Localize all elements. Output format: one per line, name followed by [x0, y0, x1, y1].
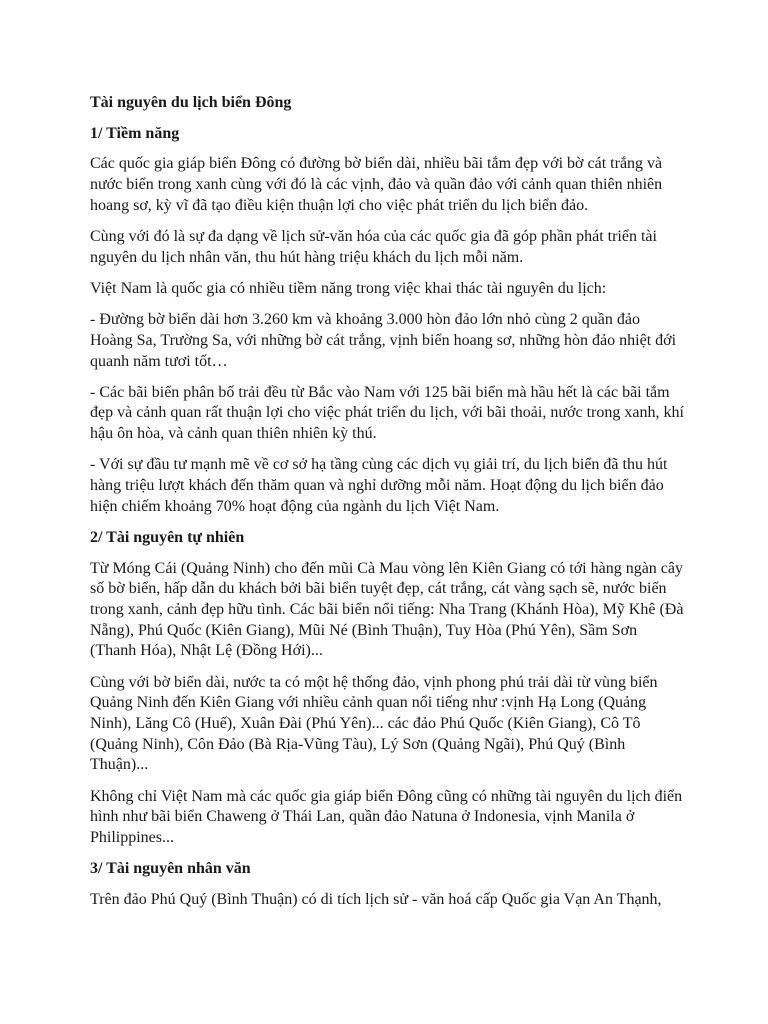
paragraph: Từ Móng Cái (Quảng Ninh) cho đến mũi Cà Mau vòng lên Kiên Giang có tới hàng ngàn cây số bờ biển, hấp dẫn du khách bởi bãi biển tuyệt đẹp, cát trắng, cát vàng sạch sẽ, nước biển trong xanh, cảnh đẹp hữu tình. Các bãi biển nổi tiếng: Nha Trang (Khánh Hòa), Mỹ Khê (Đà Nẵng), Phú Quốc (Kiên Giang), Mũi Né (Bình Thuận), Tuy Hòa (Phú Yên), Sầm Sơn (Thanh Hóa), Nhật Lệ (Đồng Hới)... [90, 559, 684, 660]
section-heading-cultural-resources: 3/ Tài nguyên nhân văn [90, 860, 251, 878]
paragraph: Trên đảo Phú Quý (Bình Thuận) có di tích lịch sử - văn hoá cấp Quốc gia Vạn An Thạnh, [90, 891, 662, 908]
paragraph: Các quốc gia giáp biển Đông có đường bờ biển dài, nhiều bãi tắm đẹp với bờ cát trắng và nước biển trong xanh cùng với đó là các vịnh, đảo và quần đảo với cảnh quan thiên nhiên hoang sơ, kỳ vĩ đã tạo điều kiện thuận lợi cho việc phát triển du lịch biển đảo. [90, 155, 663, 214]
section-heading-potential: 1/ Tiềm năng [90, 124, 180, 142]
list-item: - Các bãi biển phân bố trải đều từ Bắc vào Nam với 125 bãi biển mà hầu hết là các bãi tắm đẹp và cảnh quan rất thuận lợi cho việc phát triển du lịch, với bãi thoải, nước trong xanh, khí hậu ôn hòa, và cảnh quan thiên nhiên kỳ thú. [90, 383, 684, 443]
paragraph: Cùng với bờ biển dài, nước ta có một hệ thống đảo, vịnh phong phú trải dài từ vùng biển Quảng Ninh đến Kiên Giang với nhiều cảnh quan nổi tiếng như :vịnh Hạ Long (Quảng Ninh), Lăng Cô (Huế), Xuân Đài (Phú Yên)... các đảo Phú Quốc (Kiên Giang), Cô Tô (Quảng Ninh), Côn Đảo (Bà Rịa-Vũng Tàu), Lý Sơn (Quảng Ngãi), Phú Quý (Bình Thuận)... [90, 673, 658, 774]
paragraph: Không chỉ Việt Nam mà các quốc gia giáp biển Đông cũng có những tài nguyên du lịch điển hình như bãi biển Chaweng ở Thái Lan, quần đảo Natuna ở Indonesia, vịnh Manila ở Philippines... [90, 787, 683, 847]
document-title: Tài nguyên du lịch biển Đông [90, 94, 292, 111]
paragraph: Cùng với đó là sự đa dạng về lịch sử-văn hóa của các quốc gia đã góp phần phát triển tài nguyên du lịch nhân văn, thu hút hàng triệu khách du lịch mỗi năm. [90, 228, 657, 266]
list-item: - Đường bờ biển dài hơn 3.260 km và khoảng 3.000 hòn đảo lớn nhỏ cùng 2 quần đảo Hoàng Sa, Trường Sa, với những bờ cát trắng, vịnh biển hoang sơ, những hòn đảo nhiệt đới quanh năm tươi tốt… [90, 311, 677, 370]
paragraph: Việt Nam là quốc gia có nhiều tiềm năng trong việc khai thác tài nguyên du lịch: [90, 279, 607, 297]
section-heading-natural-resources: 2/ Tài nguyên tự nhiên [90, 528, 245, 546]
list-item: - Với sự đầu tư mạnh mẽ về cơ sở hạ tầng cùng các dịch vụ giải trí, du lịch biển đã thu hút hàng triệu lượt khách đến thăm quan và nghỉ dưỡng mỗi năm. Hoạt động du lịch biển đảo hiện chiếm khoảng 70% hoạt động của ngành du lịch Việt Nam. [90, 456, 668, 515]
document-page [90, 93, 686, 921]
